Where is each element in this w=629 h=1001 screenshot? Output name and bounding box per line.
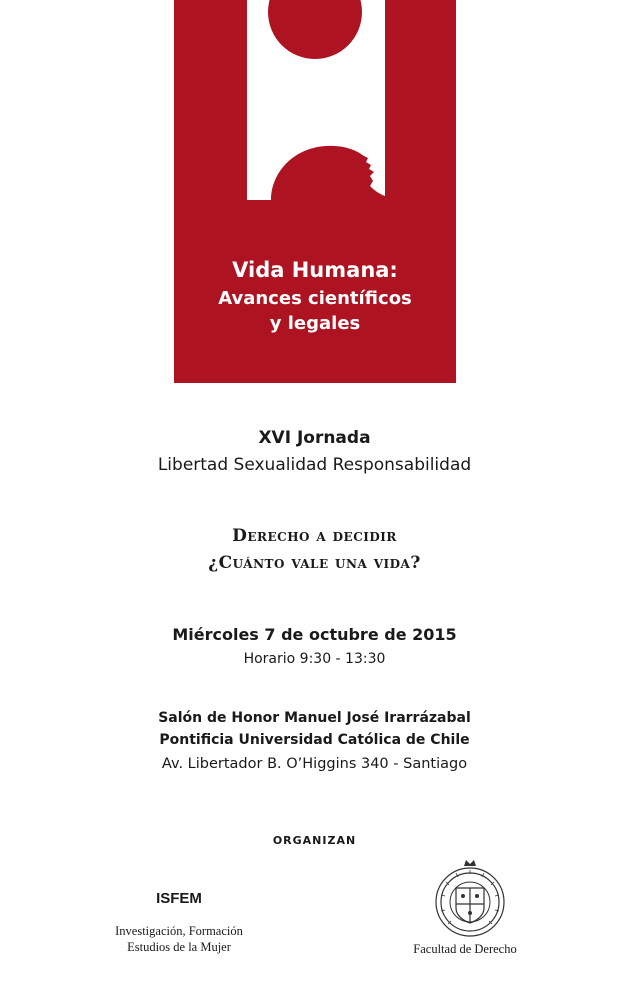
topic-heading-line2: ¿Cuánto vale una vida? [208,553,421,573]
poster-title: Vida Humana: [232,258,398,282]
event-subtitle: Libertad Sexualidad Responsabilidad [157,455,472,475]
organizers-heading: ORGANIZAN [272,834,357,847]
poster-graphic-block [174,0,456,383]
faculty-name: Facultad de Derecho [413,942,517,956]
venue-name: Salón de Honor Manuel José Irarrázabal [158,710,471,726]
university-name: Pontificia Universidad Católica de Chile [159,732,470,748]
event-schedule: Horario 9:30 - 13:30 [243,651,386,667]
isfem-logo-text: ISFEM [156,890,202,907]
event-date: Miércoles 7 de octubre de 2015 [172,625,457,644]
poster-subtitle-line1: Avances científicos [218,288,412,309]
university-seal-icon [432,858,508,938]
isfem-description-line1: Investigación, Formación [115,924,243,938]
event-edition: XVI Jornada [258,428,371,448]
venue-address: Av. Libertador B. O’Higgins 340 - Santiago [161,756,468,772]
topic-heading-line1: Derecho a decidir [232,526,397,546]
poster-subtitle-line2: y legales [269,313,361,334]
isfem-description-line2: Estudios de la Mujer [127,940,231,954]
